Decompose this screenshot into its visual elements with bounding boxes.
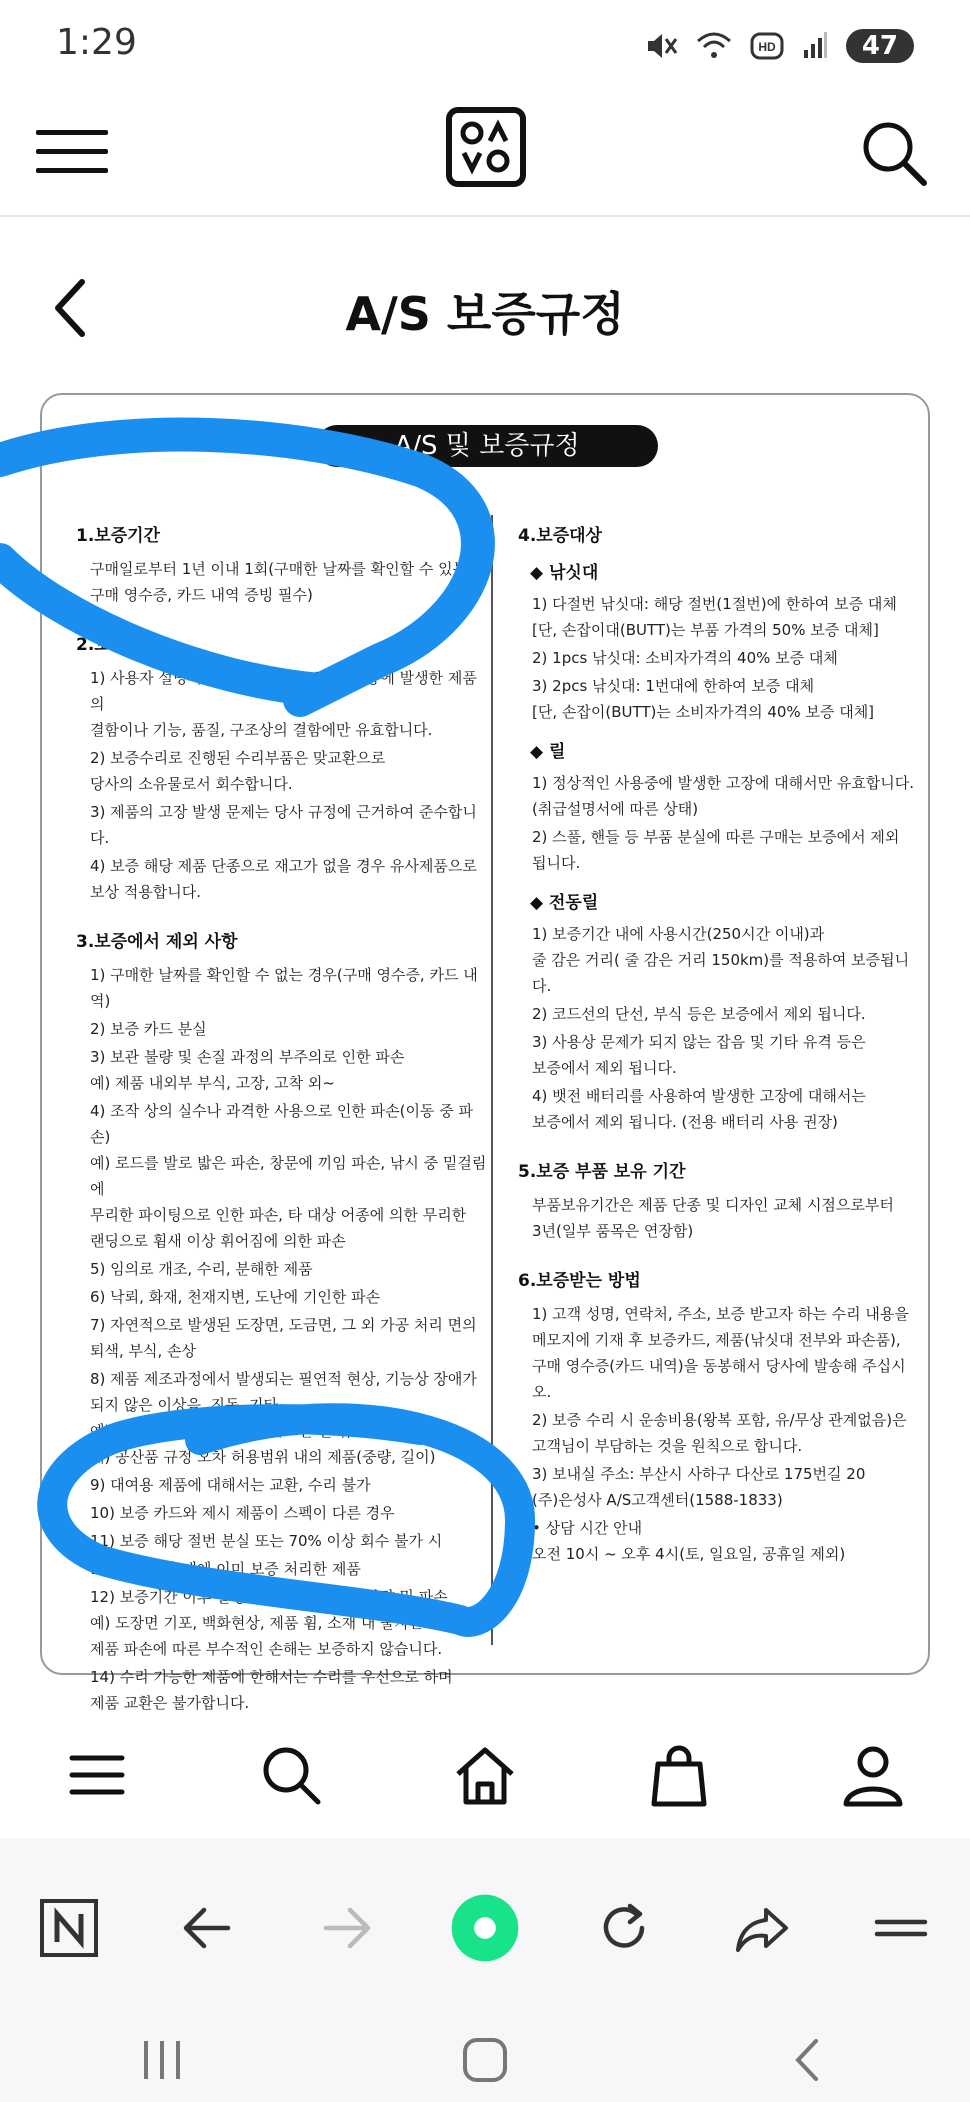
section-item: 3) 2pcs 낚싯대: 1번대에 한하여 보증 대체 [단, 손잡이(BUTT)는 소비자가격의 40% 보증 대체] (532, 677, 875, 721)
search-icon[interactable] (256, 1740, 326, 1810)
document-title: A/S 및 보증규정 (316, 425, 658, 467)
logo-icon[interactable] (446, 107, 526, 187)
section-item: • 상담 시간 안내 오전 10시 ~ 오후 4시(토, 일요일, 공휴일 제외) (532, 1519, 846, 1563)
status-icons (644, 26, 914, 66)
warranty-section (518, 1157, 918, 1244)
share-icon[interactable] (727, 1893, 797, 1963)
section-item: 6) 낙뢰, 화재, 천재지변, 도난에 기인한 파손 (90, 1288, 381, 1306)
left-column (76, 521, 491, 1738)
home-icon[interactable] (455, 2035, 515, 2085)
section-item: 8) 제품 제조과정에서 발생되는 필연적 현상, 기능상 장애가 되지 않은 이상음, 진동, 기타~ 예) 미세한 휨, 이음 부위의 과도한 밀착, 기타~ 예) 공산품 규정 오차 허용범위 내의 제품(중량, 길이) (90, 1370, 477, 1466)
section-heading: 1.보증기간 (76, 526, 160, 546)
section-item: 1) 구매한 날짜를 확인할 수 없는 경우(구매 영수증, 카드 내역) (90, 966, 478, 1010)
green-dot-icon[interactable] (450, 1893, 520, 1963)
bottom-navigation (0, 1715, 970, 1835)
section-item: 4) 조작 상의 실수나 과격한 사용으로 인한 파손(이동 중 파손) 예) 로드를 발로 밟은 파손, 창문에 끼임 파손, 낚시 중 밑걸림에 무리한 파이팅으로 인한 파손, 타 대상 어종에 의한 무리한 랜딩으로 휨새 이상 휘어짐에 의한 파손 (90, 1102, 487, 1250)
section-item: 4) 보증 해당 제품 단종으로 재고가 없을 경우 유사제품으로 보상 적용합니다. (90, 857, 477, 901)
home-icon[interactable] (450, 1740, 520, 1810)
section-item: 2) 보증수리로 진행된 수리부품은 맞교환으로 당사의 소유물로서 회수합니다. (90, 749, 386, 793)
back-icon[interactable] (778, 2035, 838, 2085)
menu-icon-line (36, 168, 108, 173)
group-label: ◆ 릴 (530, 742, 566, 762)
section-item: 부품보유기간은 제품 단종 및 디자인 교체 시점으로부터 3년(일부 품목은 연장함) (532, 1196, 894, 1240)
warranty-document (40, 393, 930, 1712)
naver-n-icon[interactable] (34, 1893, 104, 1963)
status-time: 1:29 (56, 22, 137, 63)
warranty-section (518, 521, 918, 1135)
section-item: 1) 다절번 낚싯대: 해당 절번(1절번)에 한하여 보증 대체 [단, 손잡이대(BUTT)는 부품 가격의 50% 보증 대체] (532, 595, 897, 639)
section-heading: 5.보증 부품 보유 기간 (518, 1162, 686, 1182)
section-item: 9) 대여용 제품에 대해서는 교환, 수리 불가 (90, 1476, 371, 1494)
warranty-section (518, 1266, 918, 1567)
menu-icon-line (36, 149, 108, 154)
bag-icon[interactable] (644, 1740, 714, 1810)
section-item: 7) 자연적으로 발생된 도장면, 도금면, 그 외 가공 처리 면의 퇴색, 부식, 손상 (90, 1316, 477, 1360)
mute-icon (644, 31, 678, 61)
section-item: 1) 정상적인 사용중에 발생한 고장에 대해서만 유효합니다. (취급설명서에 따른 상태) (532, 774, 915, 818)
section-item: 3) 사용상 문제가 되지 않는 잡음 및 기타 유격 등은 보증에서 제외 됩니다. (532, 1033, 866, 1077)
section-item: 2) 1pcs 낚싯대: 소비자가격의 40% 보증 대체 (532, 649, 838, 667)
page-title: A/S 보증규정 (345, 287, 625, 341)
hd-icon (750, 32, 784, 60)
section-item: 10) 보증 카드와 제시 제품이 스펙이 다른 경우 (90, 1504, 395, 1522)
app-header (0, 95, 970, 217)
refresh-icon[interactable] (589, 1893, 659, 1963)
warranty-section (76, 927, 491, 1716)
menu-icon-line (36, 130, 108, 135)
section-heading: 2.보증사항 (76, 635, 160, 655)
section-heading: 4.보증대상 (518, 526, 602, 546)
section-item: 2) 보증 수리 시 운송비용(왕복 포함, 유/무상 관계없음)은 고객님이 부담하는 것을 원칙으로 합니다. (532, 1411, 907, 1455)
recents-icon[interactable] (132, 2035, 192, 2085)
section-item: 11) 보증기간 내에 이미 보증 처리한 제품 (90, 1560, 361, 1578)
section-item: 3) 제품의 고장 발생 문제는 당사 규정에 근거하여 준수합니다. (90, 803, 477, 847)
user-icon[interactable] (838, 1740, 908, 1810)
section-item: 5) 임의로 개조, 수리, 분해한 제품 (90, 1260, 313, 1278)
system-navigation (0, 2018, 970, 2102)
warranty-section (76, 521, 491, 608)
wifi-icon (696, 31, 732, 61)
menu-icon[interactable] (866, 1893, 936, 1963)
section-item: 1) 보증기간 내에 사용시간(250시간 이내)과 줄 감은 거리( 줄 감은 거리 150km)를 적용하여 보증됩니다. (532, 925, 910, 995)
svg-text:HD: HD (758, 40, 776, 54)
warranty-section (76, 630, 491, 905)
right-column (518, 521, 918, 1589)
section-item: 11) 보증 해당 절번 분실 또는 70% 이상 회수 불가 시 (90, 1532, 443, 1550)
section-item: 3) 보관 불량 및 손질 과정의 부주의로 인한 파손 예) 제품 내외부 부식, 고장, 고착 외~ (90, 1048, 405, 1092)
section-item: 2) 보증 카드 분실 (90, 1020, 207, 1038)
section-item: 4) 뱃전 배터리를 사용하여 발생한 고장에 대해서는 보증에서 제외 됩니다. (전용 배터리 사용 권장) (532, 1087, 866, 1131)
section-item: 1) 고객 성명, 연락처, 주소, 보증 받고자 하는 수리 내용을 메모지에 기재 후 보증카드, 제품(낚싯대 전부와 파손품), 구매 영수증(카드 내역)을 동봉해서 당사에 발송해 주십시오. (532, 1305, 909, 1401)
section-item: 12) 보증기간 이후 발생된 불량 또는 성능 불량 및 파손 예) 도장면 기포, 백화현상, 제품 휨, 소재 내 물자는 현상 외~ 제품 파손에 따른 부수적인 손해는 보증하지 않습니다. (90, 1588, 490, 1658)
section-heading: 3.보증에서 제외 사항 (76, 932, 238, 952)
section-item: 2) 스풀, 핸들 등 부품 분실에 따른 구매는 보증에서 제외 됩니다. (532, 828, 900, 872)
back-arrow-icon[interactable] (173, 1893, 243, 1963)
signal-icon (802, 32, 828, 60)
section-item: 1) 사용자 설명서에 따라 정상적으로 사용 중에 발생한 제품의 결함이나 기능, 품질, 구조상의 결함에만 유효합니다. (90, 669, 477, 739)
column-divider (491, 515, 493, 1645)
section-item: 3) 보내실 주소: 부산시 사하구 다산로 175번길 20 (주)은성사 A/S고객센터(1588-1833) (532, 1465, 866, 1509)
menu-button[interactable] (36, 115, 108, 187)
browser-toolbar (0, 1838, 970, 2018)
section-item: 2) 코드선의 단선, 부식 등은 보증에서 제외 됩니다. (532, 1005, 866, 1023)
group-label: ◆ 전동릴 (530, 893, 599, 913)
menu-icon[interactable] (62, 1740, 132, 1810)
forward-arrow-icon[interactable] (311, 1893, 381, 1963)
section-heading: 6.보증받는 방법 (518, 1271, 641, 1291)
group-label: ◆ 낚싯대 (530, 563, 599, 583)
section-item: 14) 수리 가능한 제품에 한해서는 수리를 우선으로 하며 제품 교환은 불가합니다. (90, 1668, 453, 1712)
section-item: 구매일로부터 1년 이내 1회(구매한 날짜를 확인할 수 있는 구매 영수증, 카드 내역 증빙 필수) (90, 560, 468, 604)
battery-icon: 47 (846, 29, 914, 63)
search-icon[interactable] (854, 113, 934, 193)
